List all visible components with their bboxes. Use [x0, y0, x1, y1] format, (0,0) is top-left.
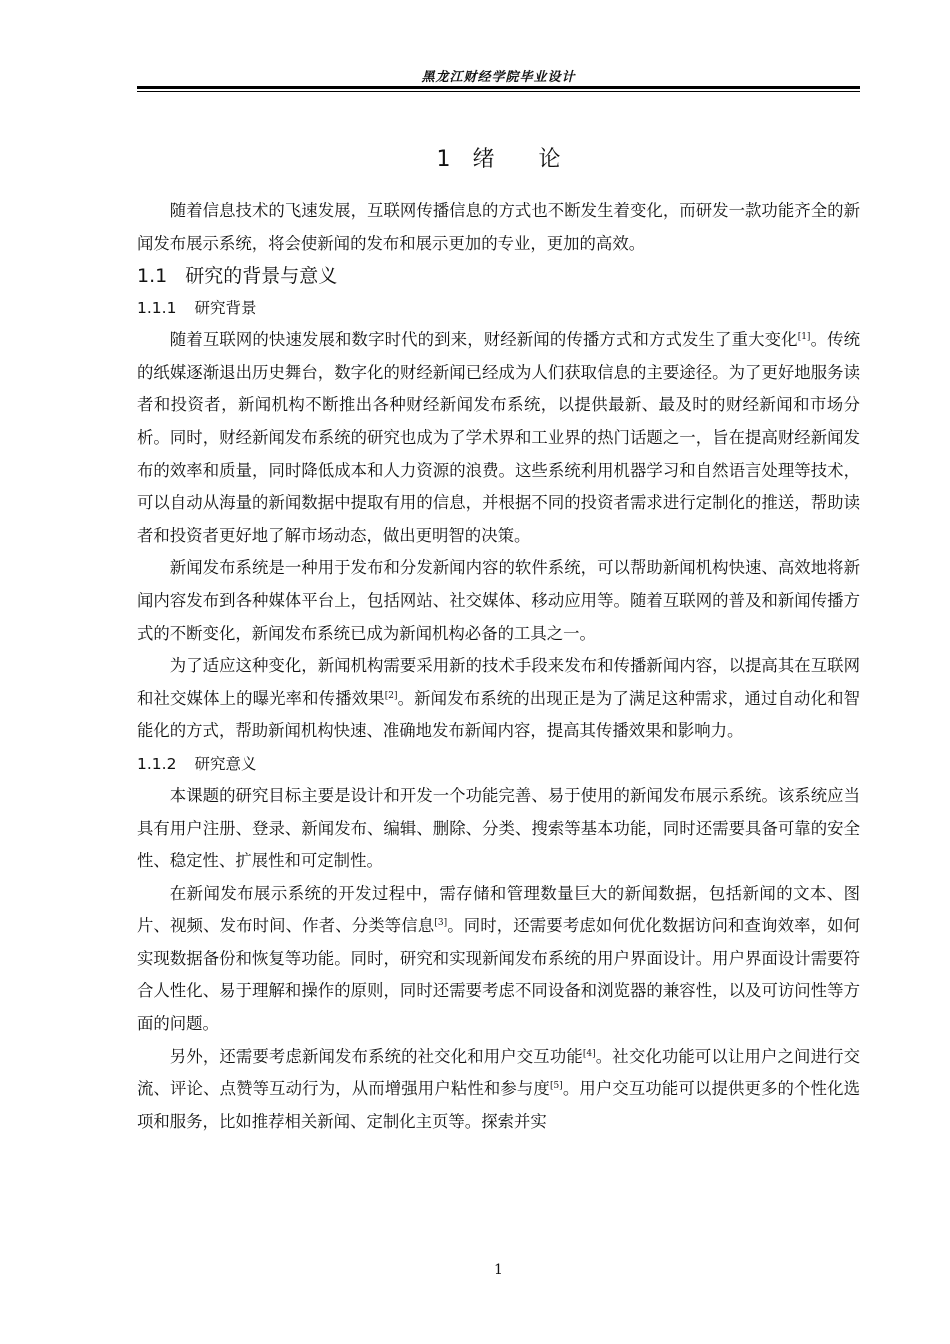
significance-paragraph-3 — [137, 1041, 860, 1139]
header-rule-thick — [137, 86, 860, 89]
section-number: 1.1 — [137, 265, 168, 288]
text-run: 在新闻发布展示系统的开发过程中，需存储和管理数量巨大的新闻数据，包括新闻的文本、图片、视频、发布时间、作者、分类等信息 — [137, 883, 860, 936]
page-number: 1 — [494, 1262, 503, 1278]
citation-ref[interactable]: [5] — [549, 1081, 563, 1092]
text-run: 。同时，还需要考虑如何优化数据访问和查询效率，如何实现数据备份和恢复等功能。同时，研究和实现新闻发布系统的用户界面设计。用户界面设计需要符合人性化、易于理解和操作的原则，同时还需要考虑不同设备和浏览器的兼容性，以及可访问性等方面的问题。 — [137, 916, 861, 1034]
background-paragraph-1 — [137, 324, 860, 552]
text-run: 。新闻发布系统的出现正是为了满足这种需求，通过自动化和智能化的方式，帮助新闻机构快速、准确地发布新闻内容，提高其传播效果和影响力。 — [137, 688, 861, 741]
subsection-heading-1-1-1 — [137, 292, 860, 324]
text-run: 随着互联网的快速发展和数字时代的到来，财经新闻的传播方式和方式发生了重大变化 — [169, 330, 798, 350]
subsection-heading-1-1-2 — [137, 748, 860, 780]
significance-paragraph-2 — [137, 878, 860, 1041]
header-rule-thin — [137, 91, 860, 92]
chapter-title: 1 绪 论 — [436, 147, 561, 172]
subsection-title: 研究意义 — [194, 754, 257, 773]
background-paragraph-2: 新闻发布系统是一种用于发布和分发新闻内容的软件系统，可以帮助新闻机构快速、高效地将新闻内容发布到各种媒体平台上，包括网站、社交媒体、移动应用等。随着互联网的普及和新闻传播方式的不断变化，新闻发布系统已成为新闻机构必备的工具之一。 — [137, 558, 860, 643]
citation-ref[interactable]: [3] — [434, 918, 448, 929]
text-run: 。社交化功能可以让用户之间进行交流、评论、点赞等互动行为，从而增强用户粘性和参与度 — [137, 1046, 861, 1099]
subsection-number: 1.1.1 — [137, 299, 177, 318]
citation-ref[interactable]: [1] — [797, 332, 811, 343]
section-title: 研究的背景与意义 — [185, 265, 338, 288]
text-run: 为了适应这种变化，新闻机构需要采用新的技术手段来发布和传播新闻内容，以提高其在互联网和社交媒体上的曝光率和传播效果 — [137, 656, 860, 708]
citation-ref[interactable]: [2] — [384, 690, 398, 701]
background-paragraph-3 — [137, 650, 860, 748]
text-run: 。传统的纸媒逐渐退出历史舞台，数字化的财经新闻已经成为人们获取信息的主要途径。为了更好地服务读者和投资者，新闻机构不断推出各种财经新闻发布系统，以提供最新、最及时的财经新闻和市场分析。同时，财经新闻发布系统的研究也成为了学术界和工业界的热门话题之一，旨在提高财经新闻发布的效率和质量，同时降低成本和人力资源的浪费。这些系统利用机器学习和自然语言处理等技术，可以自动从海量的新闻数据中提取有用的信息，并根据不同的投资者需求进行定制化的推送，帮助读者和投资者更好地了解市场动态，做出更明智的决策。 — [137, 330, 861, 545]
subsection-title: 研究背景 — [194, 299, 257, 318]
significance-paragraph-1: 本课题的研究目标主要是设计和开发一个功能完善、易于使用的新闻发布展示系统。该系统应当具有用户注册、登录、新闻发布、编辑、删除、分类、搜索等基本功能，同时还需要具备可靠的安全性、稳定性、扩展性和可定制性。 — [137, 785, 860, 871]
citation-ref[interactable]: [4] — [582, 1048, 596, 1059]
document-body — [137, 195, 860, 1138]
intro-paragraph: 随着信息技术的飞速发展，互联网传播信息的方式也不断发生着变化，而研发一款功能齐全的新闻发布展示系统，将会使新闻的发布和展示更加的专业，更加的高效。 — [137, 201, 860, 253]
running-header: 黑龙江财经学院毕业设计 — [421, 70, 576, 85]
text-run: 另外，还需要考虑新闻发布系统的社交化和用户交互功能 — [169, 1046, 583, 1066]
section-heading-1-1 — [137, 260, 860, 292]
subsection-number: 1.1.2 — [137, 754, 177, 773]
text-run: 。用户交互功能可以提供更多的个性化选项和服务，比如推荐相关新闻、定制化主页等。探索并实 — [137, 1079, 861, 1131]
